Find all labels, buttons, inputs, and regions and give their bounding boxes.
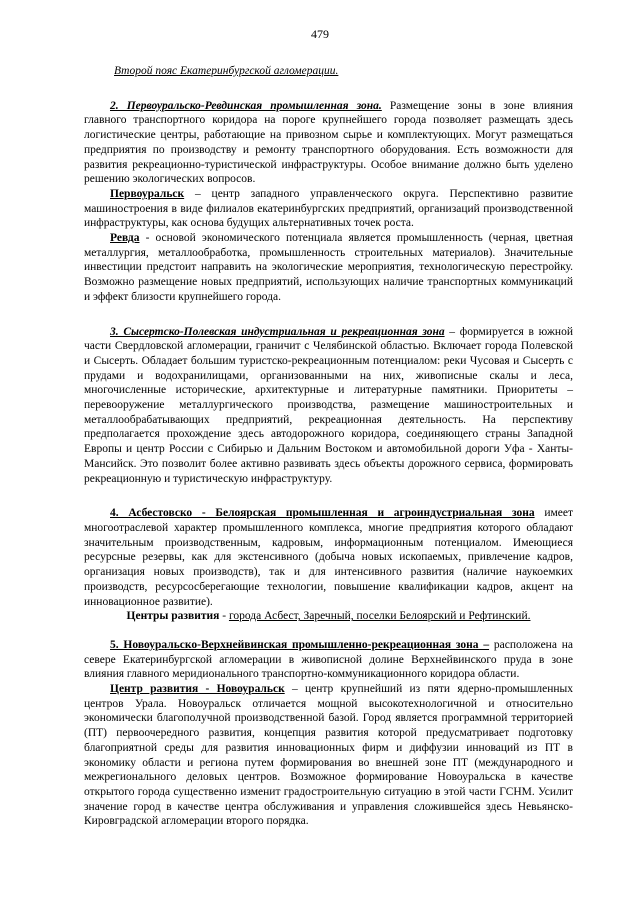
zone-3-paragraph <box>84 325 573 487</box>
zone-5-text: расположена на севере Екатеринбургской агломерации в живописной долине Верхнейвинского пруда в зоне влияния главного меридионального транспортно-коммуникационного коридора области. <box>84 638 573 681</box>
zone-4-centers-sep: - <box>219 610 229 623</box>
revda-name: Ревда <box>110 232 140 245</box>
page-number: 479 <box>311 27 329 41</box>
zone-4-centers-text: города Асбест, Заречный, поселки Белоярский и Рефтинский. <box>228 610 531 623</box>
zone-3-text: – формируется в южной части Свердловской агломерации, граничит с Челябинской областью. Включает города Полевской и Сысерть. Обладает большим туристско-рекреационным потенциалом: реки Чусовая и Сысерть с прудами и водохранилищами, организованными на них, живописные скалы и леса, многочисленные исторические, архитектурные и литературные памятники. Приоритеты – перевооружение металлургического производства, размещение машиностроительных и металлообрабатывающих предприятий, рекреационная деятельность. На перспективу предполагается прохождение здесь автодорожного коридора, соединяющего страны Западной Европы и центр России с Сибирью и Дальним Востоком и автомобильной дороги Уфа - Ханты-Мансийск. Это позволит более активно развивать здесь объекты дорожного сервиса, формировать рекреационную и туристическую инфраструктуру. <box>84 325 573 485</box>
zone-3-title: 3. Сысертско-Полевская индустриальная и рекреационная зона <box>110 325 445 338</box>
revda-paragraph <box>84 231 573 305</box>
zone-2-title: 2. Первоуральско-Ревдинская промышленная зона. <box>110 99 382 112</box>
novouralsk-label: Центр развития - Новоуральск <box>110 683 285 696</box>
zone-2-paragraph <box>84 99 573 187</box>
pervouralsk-text: – центр западного управленческого округа. Перспективно развитие машиностроения в виде филиалов екатеринбургских предприятий, организаций производственной инфраструктуры, как основа будущих альтернативных точек роста. <box>84 187 573 230</box>
pervouralsk-paragraph <box>84 187 573 231</box>
zone-4-centers-label: Центры развития <box>126 610 220 623</box>
novouralsk-text: – центр крупнейший из пяти ядерно-промышленных центров Урала. Новоуральск отличается мощной высокотехнологичной и относительно экономически благополучной производственной базой. Город является программной территорией (ПТ) первоочередного развития, концепция развития которой предусматривает подготовку благоприятной среды для развития инновационных фирм и диффузии инноваций из ПТ в экономику области и региона путем формирования во внешней зоне ПТ (международного и межрегионального деловых центров. Возможное формирование Новоуральска в качестве открытого города существенно изменит градостроительную ситуацию в этой части ГСНМ. Усилит значение город в качестве центра обслуживания и управления сложившейся здесь Невьянско-Кировградской агломерации второго порядка. <box>84 683 574 828</box>
revda-text: - основой экономического потенциала является промышленность (черная, цветная металлургия, металлообработка, промышленность строительных материалов). Значительные инвестиции предстоит направить на экологические мероприятия, технологическую перестройку. Возможно размещение новых предприятий, использующих наличие транспортных коммуникаций и эффект близости крупнейшего города. <box>84 232 573 303</box>
zone-4-title: 4. Асбестовско - Белоярская промышленная и агроиндустриальная зона <box>110 507 535 520</box>
zone-5-paragraph <box>84 638 573 682</box>
zone-4-centers <box>84 609 573 624</box>
zone-5-title: 5. Новоуральско-Верхнейвинская промышленно-рекреационная зона – <box>110 638 490 651</box>
zone-4-paragraph <box>84 506 573 609</box>
novouralsk-paragraph <box>84 682 573 829</box>
page-content <box>84 64 573 829</box>
zone-4-text: имеет многоотраслевой характер промышленного комплекса, многие предприятия которого обладают значительным производственным, кадровым, информационным потенциалом. Имеющиеся ресурсные резервы, как для экстенсивного (добыча новых ископаемых, привлечение кадров, организация новых производств), так и для интенсивного развития (наличие наукоемких производств, ресурсосберегающие технологии, повышение квалификации кадров, акцент на инновационное развитие). <box>84 507 573 608</box>
section-subtitle: Второй пояс Екатеринбургской агломерации. <box>114 65 339 77</box>
zone-2-text: Размещение зоны в зоне влияния главного транспортного коридора на пороге крупнейшего города позволяет размещать здесь логистические центры, работающие на привозном сырье и комплектующих. Могут размещаться предприятия по производству и ремонту транспортного оборудования. Есть возможности для развития рекреационно-туристической инфраструктуры. Особое внимание должно быть уделено решению экологических вопросов. <box>84 99 573 186</box>
pervouralsk-name: Первоуральск <box>110 187 185 200</box>
